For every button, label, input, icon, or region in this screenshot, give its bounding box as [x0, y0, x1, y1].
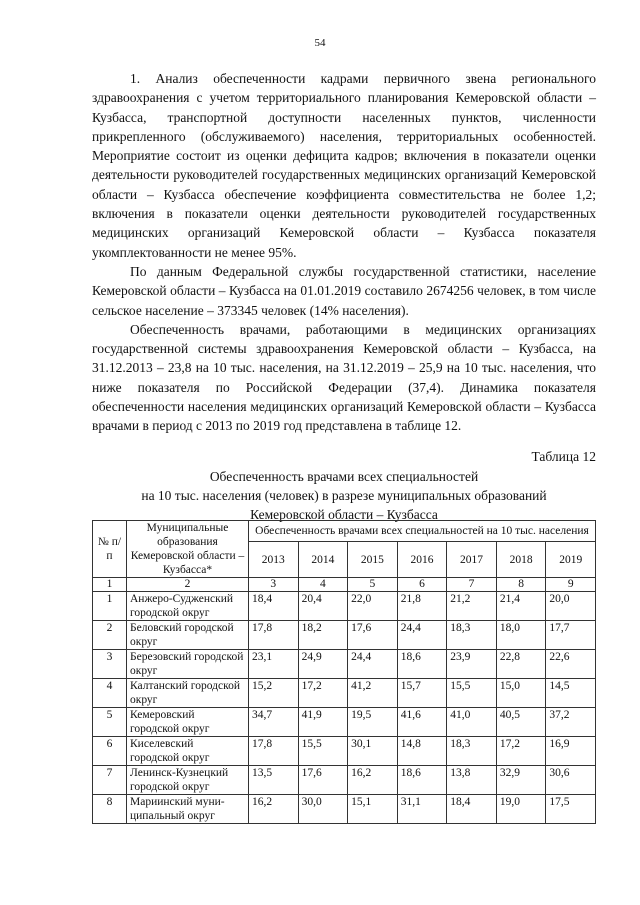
value-cell: 37,2: [546, 708, 596, 737]
value-cell: 19,5: [348, 708, 398, 737]
index-cell: 1: [93, 578, 127, 592]
table-caption: [92, 467, 596, 524]
value-cell: 15,7: [397, 679, 447, 708]
value-cell: 21,4: [496, 592, 546, 621]
value-cell: 18,0: [496, 621, 546, 650]
value-cell: 30,0: [298, 795, 348, 824]
header-year: 2013: [249, 542, 299, 578]
value-cell: 21,2: [447, 592, 497, 621]
page-number: 54: [314, 37, 326, 49]
value-cell: 41,9: [298, 708, 348, 737]
value-cell: 19,0: [496, 795, 546, 824]
index-cell: 9: [546, 578, 596, 592]
header-no: № п/п: [93, 521, 127, 578]
value-cell: 22,0: [348, 592, 398, 621]
value-cell: 18,2: [298, 621, 348, 650]
row-number: 1: [93, 592, 127, 621]
value-cell: 21,8: [397, 592, 447, 621]
value-cell: 41,2: [348, 679, 398, 708]
value-cell: 34,7: [249, 708, 299, 737]
row-number: 7: [93, 766, 127, 795]
paragraph-2: По данным Федеральной службы государственной статистики, население Кемеровской области – Кузбасса на 01.01.2019 составило 2674256 человек, в том числе сельское население – 373345 человек (14% населения).: [92, 263, 596, 318]
value-cell: 24,9: [298, 650, 348, 679]
row-number: 6: [93, 737, 127, 766]
value-cell: 18,3: [447, 737, 497, 766]
municipality-name: Калтанский городской округ: [127, 679, 249, 708]
header-year: 2017: [447, 542, 497, 578]
municipality-name: Кемеровский городской округ: [127, 708, 249, 737]
index-cell: 5: [348, 578, 398, 592]
municipality-name: Анжеро-Судженский городской округ: [127, 592, 249, 621]
row-number: 5: [93, 708, 127, 737]
value-cell: 41,0: [447, 708, 497, 737]
header-year: 2016: [397, 542, 447, 578]
value-cell: 23,9: [447, 650, 497, 679]
table-row: [93, 650, 596, 679]
doctors-table: [92, 520, 596, 824]
value-cell: 20,0: [546, 592, 596, 621]
paragraph-3: Обеспеченность врачами, работающими в медицинских организациях государственной системы здравоохранения Кемеровской области – Кузбасса, на 31.12.2013 – 23,8 на 10 тыс. населения, на 31.12.2019 – 25,9 на 10 тыс. населения, что ниже показателя по Российской Федерации (37,4). Динамика показателя обеспеченности населения медицинских организаций Кемеровской области – Кузбасса врачами в период с 2013 по 2019 год представлена в таблице 12.: [92, 321, 596, 434]
value-cell: 14,5: [546, 679, 596, 708]
value-cell: 24,4: [348, 650, 398, 679]
municipality-name: Мариинский муни-ципальный округ: [127, 795, 249, 824]
value-cell: 17,6: [298, 766, 348, 795]
value-cell: 15,1: [348, 795, 398, 824]
value-cell: 17,2: [496, 737, 546, 766]
table-row: [93, 737, 596, 766]
caption-line-3: Кемеровской области – Кузбасса: [250, 507, 438, 522]
municipality-name: Ленинск-Кузнецкий городской округ: [127, 766, 249, 795]
value-cell: 16,9: [546, 737, 596, 766]
value-cell: 16,2: [249, 795, 299, 824]
municipality-name: Беловский городской округ: [127, 621, 249, 650]
value-cell: 13,8: [447, 766, 497, 795]
value-cell: 24,4: [397, 621, 447, 650]
row-number: 4: [93, 679, 127, 708]
header-year: 2018: [496, 542, 546, 578]
header-year: 2014: [298, 542, 348, 578]
caption-line-2: на 10 тыс. населения (человек) в разрезе муниципальных образований: [141, 488, 547, 503]
table-row: [93, 708, 596, 737]
value-cell: 30,6: [546, 766, 596, 795]
value-cell: 13,5: [249, 766, 299, 795]
row-number: 2: [93, 621, 127, 650]
header-year: 2019: [546, 542, 596, 578]
value-cell: 15,2: [249, 679, 299, 708]
index-cell: 8: [496, 578, 546, 592]
caption-line-1: Обеспеченность врачами всех специальностей: [209, 469, 479, 484]
value-cell: 31,1: [397, 795, 447, 824]
value-cell: 17,8: [249, 621, 299, 650]
index-cell: 7: [447, 578, 497, 592]
table-row: [93, 621, 596, 650]
value-cell: 18,4: [447, 795, 497, 824]
value-cell: 18,6: [397, 650, 447, 679]
value-cell: 22,8: [496, 650, 546, 679]
value-cell: 23,1: [249, 650, 299, 679]
value-cell: 18,4: [249, 592, 299, 621]
value-cell: 16,2: [348, 766, 398, 795]
index-cell: 4: [298, 578, 348, 592]
value-cell: 15,5: [447, 679, 497, 708]
table-row: [93, 592, 596, 621]
value-cell: 14,8: [397, 737, 447, 766]
value-cell: 18,6: [397, 766, 447, 795]
index-cell: 2: [127, 578, 249, 592]
value-cell: 40,5: [496, 708, 546, 737]
value-cell: 32,9: [496, 766, 546, 795]
value-cell: 17,7: [546, 621, 596, 650]
index-row: [93, 578, 596, 592]
value-cell: 41,6: [397, 708, 447, 737]
header-year: 2015: [348, 542, 398, 578]
value-cell: 18,3: [447, 621, 497, 650]
value-cell: 17,8: [249, 737, 299, 766]
index-cell: 3: [249, 578, 299, 592]
value-cell: 22,6: [546, 650, 596, 679]
value-cell: 30,1: [348, 737, 398, 766]
header-group: Обеспеченность врачами всех специальностей на 10 тыс. населения: [249, 521, 596, 542]
value-cell: 15,5: [298, 737, 348, 766]
header-municipality: Муниципальные образования Кемеровской области – Кузбасса*: [127, 521, 249, 578]
municipality-name: Березовский городской округ: [127, 650, 249, 679]
paragraph-1: 1. Анализ обеспеченности кадрами первичного звена регионального здравоохранения с учетом территориального планирования Кемеровской области – Кузбасса, транспортной доступности населенных пунктов, численности прикрепленного (обслуживаемого) населения, территориальных особенностей. Мероприятие состоит из оценки дефицита кадров; включения в показатели оценки деятельности руководителей государственных медицинских организаций Кемеровской области – Кузбасса обеспечение коэффициента совместительства не более 1,2; включения в показатели оценки деятельности руководителей государственных медицинских организаций Кемеровской области – Кузбасса показателя укомплектованности не менее 95%.: [92, 71, 596, 260]
value-cell: 17,2: [298, 679, 348, 708]
row-number: 3: [93, 650, 127, 679]
value-cell: 20,4: [298, 592, 348, 621]
table-row: [93, 766, 596, 795]
table-label: Таблица 12: [531, 449, 596, 464]
table-row: [93, 795, 596, 824]
table-row: [93, 679, 596, 708]
value-cell: 17,5: [546, 795, 596, 824]
value-cell: 17,6: [348, 621, 398, 650]
value-cell: 15,0: [496, 679, 546, 708]
body-text: [92, 69, 596, 436]
index-cell: 6: [397, 578, 447, 592]
row-number: 8: [93, 795, 127, 824]
municipality-name: Киселевский городской округ: [127, 737, 249, 766]
